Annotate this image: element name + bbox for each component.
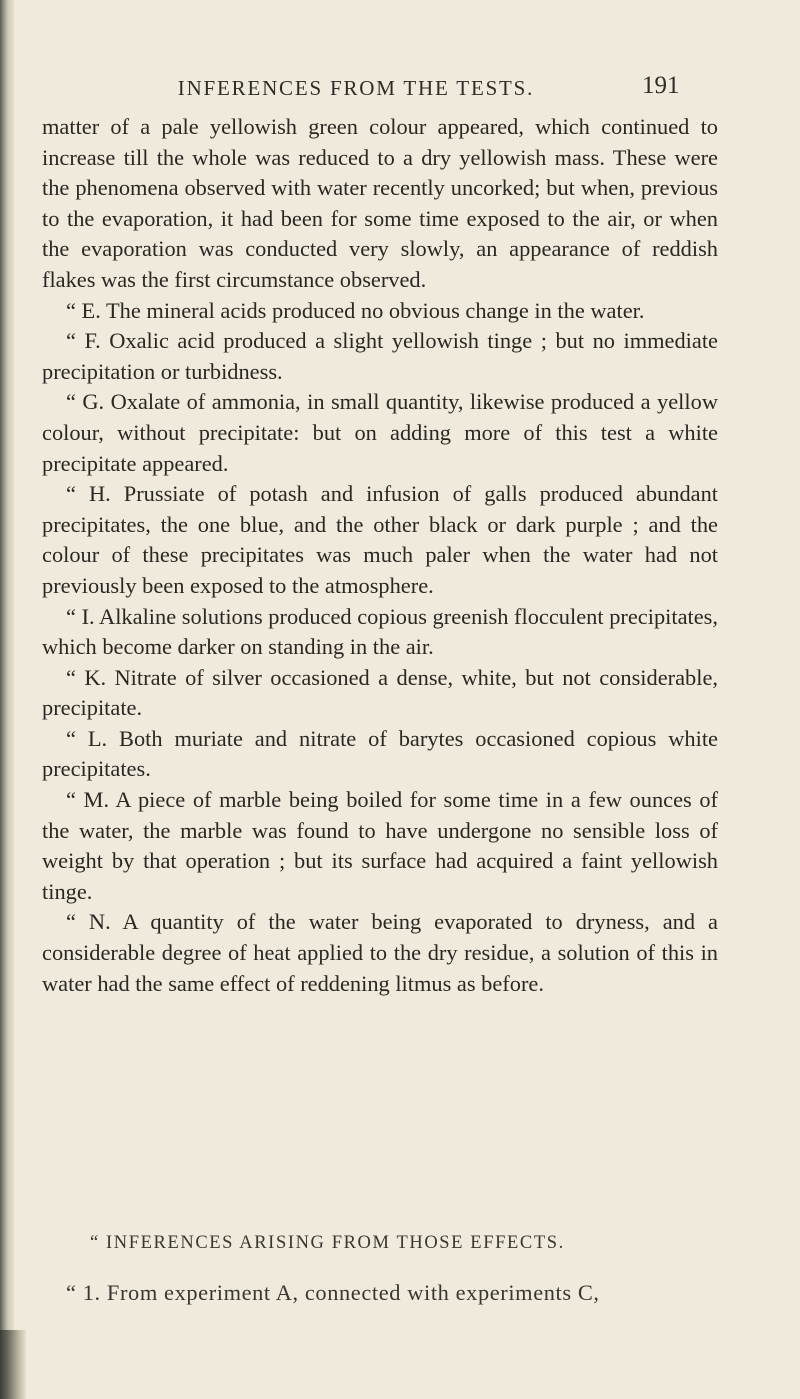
page-gutter-shadow (0, 0, 14, 1399)
page-header (0, 72, 800, 108)
paragraph-test-l: “ L. Both muriate and nitrate of barytes occasioned copious white precipitates. (42, 725, 718, 782)
paragraph-test-g: “ G. Oxalate of ammonia, in small quantity, likewise produced a yellow colour, without precipitate: but on adding more of this test a white precipitate appeared. (42, 389, 718, 476)
paragraph-test-i: “ I. Alkaline solutions produced copious greenish flocculent precipitates, which become darker on standing in the air. (42, 603, 718, 660)
page-number: 191 (642, 72, 680, 99)
paragraph-test-m: “ M. A piece of marble being boiled for some time in a few ounces of the water, the marble was found to have undergone no sensible loss of weight by that operation ; but its surface had acquired a faint yellowish tinge. (42, 787, 718, 904)
paragraph-continuation: matter of a pale yellowish green colour appeared, which continued to increase till the whole was reduced to a dry yellowish mass. These were the phenomena observed with water recently uncorked; but when, previous to the evaporation, it had been for some time exposed to the air, or when the evaporation was conducted very slowly, an appearance of reddish flakes was the first circumstance observed. (42, 114, 718, 292)
page-gutter-shadow-bottom (0, 1330, 26, 1399)
paragraph-test-f: “ F. Oxalic acid produced a slight yellowish tinge ; but no immediate precipitation or turbidness. (42, 328, 718, 384)
body-text (42, 112, 718, 999)
section-heading: “ INFERENCES ARISING FROM THOSE EFFECTS. (90, 1233, 565, 1253)
paragraph-test-h: “ H. Prussiate of potash and infusion of galls produced abundant precipitates, the one blue, and the other black or dark purple ; and the colour of these precipitates was much paler when the water had not previously been exposed to the atmosphere. (42, 481, 718, 598)
paragraph-test-k: “ K. Nitrate of silver occasioned a dense, white, but not considerable, precipitate. (42, 664, 718, 721)
paragraph-inference-1-start: “ 1. From experiment A, connected with experiments C, (66, 1280, 600, 1305)
running-head: INFERENCES FROM THE TESTS. (177, 76, 535, 100)
paragraph-test-e: “ E. The mineral acids produced no obvious change in the water. (66, 297, 645, 323)
paragraph-test-n: “ N. A quantity of the water being evaporated to dryness, and a considerable degree of heat applied to the dry residue, a solution of this in water had the same effect of reddening litmus as before. (42, 909, 718, 996)
